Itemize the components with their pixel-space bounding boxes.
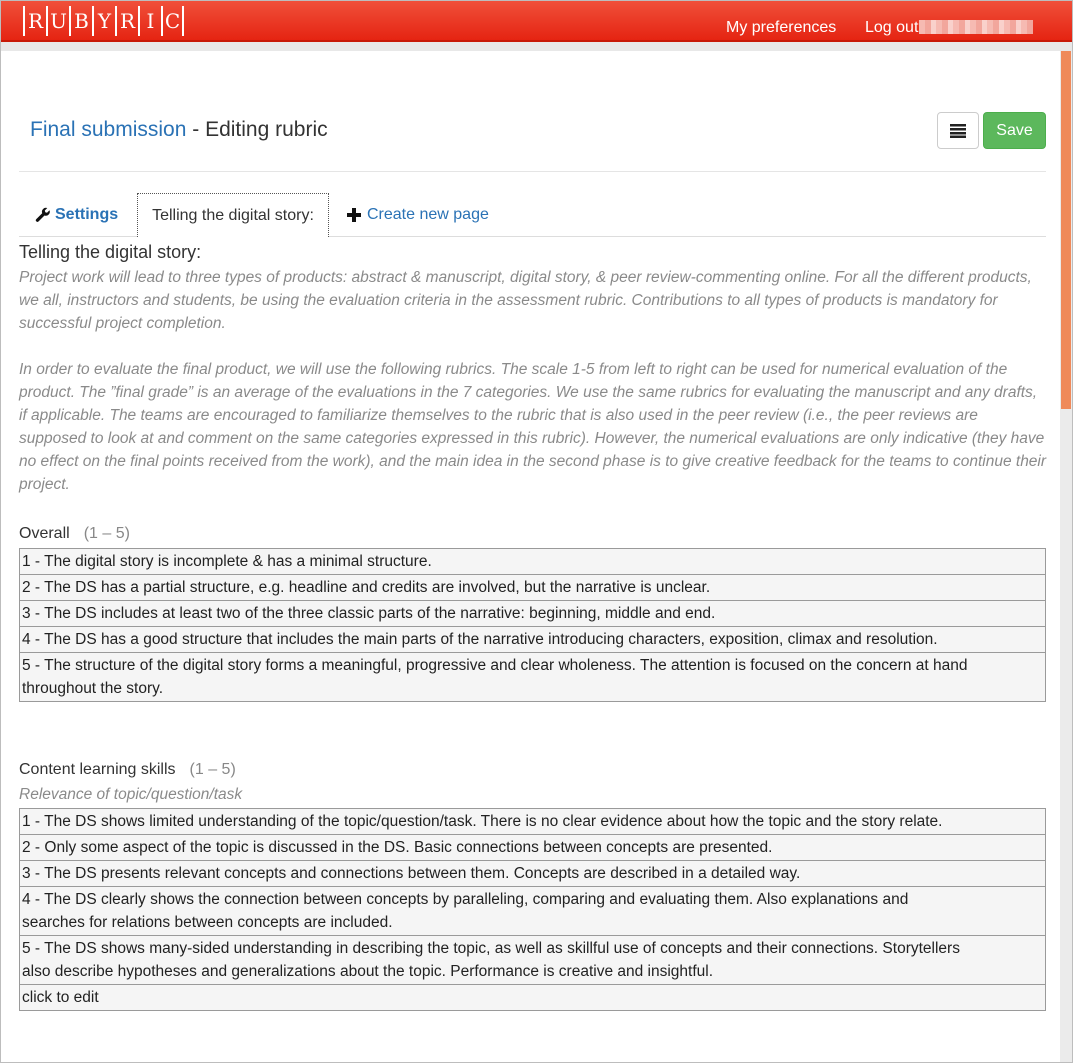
criterion-levels xyxy=(19,548,1046,702)
tab-create-new-page[interactable] xyxy=(347,206,489,224)
logo-letter: U xyxy=(46,6,69,36)
logo-letter: Y xyxy=(92,6,115,36)
navbar-shadow xyxy=(1,42,1073,51)
criterion-subtitle[interactable]: Relevance of topic/question/task xyxy=(19,786,243,803)
level-row[interactable] xyxy=(20,575,1045,601)
criterion-range: (1 – 5) xyxy=(189,761,236,778)
plus-icon xyxy=(347,208,361,222)
level-text: 4 - The DS has a good structure that includes the main parts of the narrative introducing characters, exposition, climax and resolution. xyxy=(22,631,938,648)
level-row[interactable] xyxy=(20,936,1045,985)
scrollbar-thumb[interactable] xyxy=(1061,51,1071,409)
rubyric-logo[interactable] xyxy=(23,6,184,36)
criterion-title[interactable] xyxy=(19,525,130,543)
level-row[interactable] xyxy=(20,549,1045,575)
logo-letter: R xyxy=(23,6,46,36)
level-text: 1 - The DS shows limited understanding of the topic/question/task. There is no clear evidence about how the topic and the story relate. xyxy=(22,813,943,830)
level-text: 4 - The DS clearly shows the connection between concepts by paralleling, comparing and evaluating them. Also explanations and searches for relations between concepts are included. xyxy=(22,891,909,931)
level-text: 2 - The DS has a partial structure, e.g. headline and credits are involved, but the narrative is unclear. xyxy=(22,579,711,596)
level-row[interactable] xyxy=(20,809,1045,835)
hamburger-icon xyxy=(950,124,966,138)
intro-paragraph: In order to evaluate the final product, we will use the following rubrics. The scale 1-5 from left to right can be used for numerical evaluation of the product. The ”final grade” is an average of the evaluations in the 7 categories. We use the same rubrics for evaluating the manuscript and any drafts, if applicable. The teams are encouraged to familiarize themselves to the rubric that is also used in the peer review (i.e., the peer reviews are supposed to look at and comment on the same categories expressed in this rubric). However, the numerical evaluations are only indicative (they have no effect on the final points received from the work), and the main idea in the second phase is to give creative feedback for the teams to continue their project. xyxy=(19,361,1047,493)
tab-create-label: Create new page xyxy=(367,206,489,223)
level-text: 3 - The DS presents relevant concepts and connections between them. Concepts are described in a detailed way. xyxy=(22,865,801,882)
my-preferences-link[interactable]: My preferences xyxy=(726,19,837,36)
level-row-click-to-edit[interactable] xyxy=(20,985,1045,1010)
top-navbar xyxy=(1,1,1073,42)
tab-settings[interactable] xyxy=(35,206,118,224)
criterion-name: Content learning skills xyxy=(19,761,176,778)
level-text: click to edit xyxy=(22,989,99,1006)
level-row[interactable] xyxy=(20,601,1045,627)
divider xyxy=(19,171,1046,172)
page-heading xyxy=(30,118,328,142)
level-row[interactable] xyxy=(20,835,1045,861)
save-button[interactable]: Save xyxy=(983,112,1046,149)
blurred-username xyxy=(919,20,1033,34)
logo-letter: I xyxy=(138,6,161,36)
vertical-scrollbar[interactable] xyxy=(1060,51,1072,1063)
criterion-range: (1 – 5) xyxy=(83,525,130,542)
level-text: 5 - The DS shows many-sided understanding in describing the topic, as well as skillful use of concepts and their connections. Storytellers also describe hypotheses and generalizations about the topic. Performance is creative and insightful. xyxy=(22,940,960,980)
criterion-levels xyxy=(19,808,1046,1011)
log-out-link[interactable]: Log out xyxy=(865,19,919,36)
criterion-name: Overall xyxy=(19,525,70,542)
intro-paragraph: Project work will lead to three types of products: abstract & manuscript, digital story, & peer review-commenting online. For all the different products, we all, instructors and students, be using the evaluation criteria in the assessment rubric. Contributions to all types of products is mandatory for successful project completion. xyxy=(19,269,1032,332)
level-row[interactable] xyxy=(20,627,1045,653)
tab-telling-digital-story[interactable]: Telling the digital story: xyxy=(137,193,329,237)
level-row[interactable] xyxy=(20,887,1045,936)
level-text: 1 - The digital story is incomplete & has a minimal structure. xyxy=(22,553,432,570)
wrench-icon xyxy=(35,207,51,223)
logo-letter: R xyxy=(115,6,138,36)
level-row[interactable] xyxy=(20,861,1045,887)
level-text: 5 - The structure of the digital story forms a meaningful, progressive and clear wholeness. The attention is focused on the concern at hand throughout the story. xyxy=(22,657,968,697)
logo-letter: C xyxy=(161,6,184,36)
menu-button[interactable] xyxy=(937,112,979,149)
breadcrumb-final-submission[interactable]: Final submission xyxy=(30,118,187,141)
logo-letter: B xyxy=(69,6,92,36)
heading-suffix: - Editing rubric xyxy=(186,118,328,141)
rubric-intro[interactable] xyxy=(19,266,1049,496)
level-text: 3 - The DS includes at least two of the three classic parts of the narrative: beginning, middle and end. xyxy=(22,605,716,622)
level-text: 2 - Only some aspect of the topic is discussed in the DS. Basic connections between concepts are presented. xyxy=(22,839,773,856)
tab-settings-label: Settings xyxy=(55,206,119,223)
criterion-title[interactable] xyxy=(19,761,236,779)
rubric-page-title[interactable]: Telling the digital story: xyxy=(19,242,202,262)
level-row[interactable] xyxy=(20,653,1045,701)
